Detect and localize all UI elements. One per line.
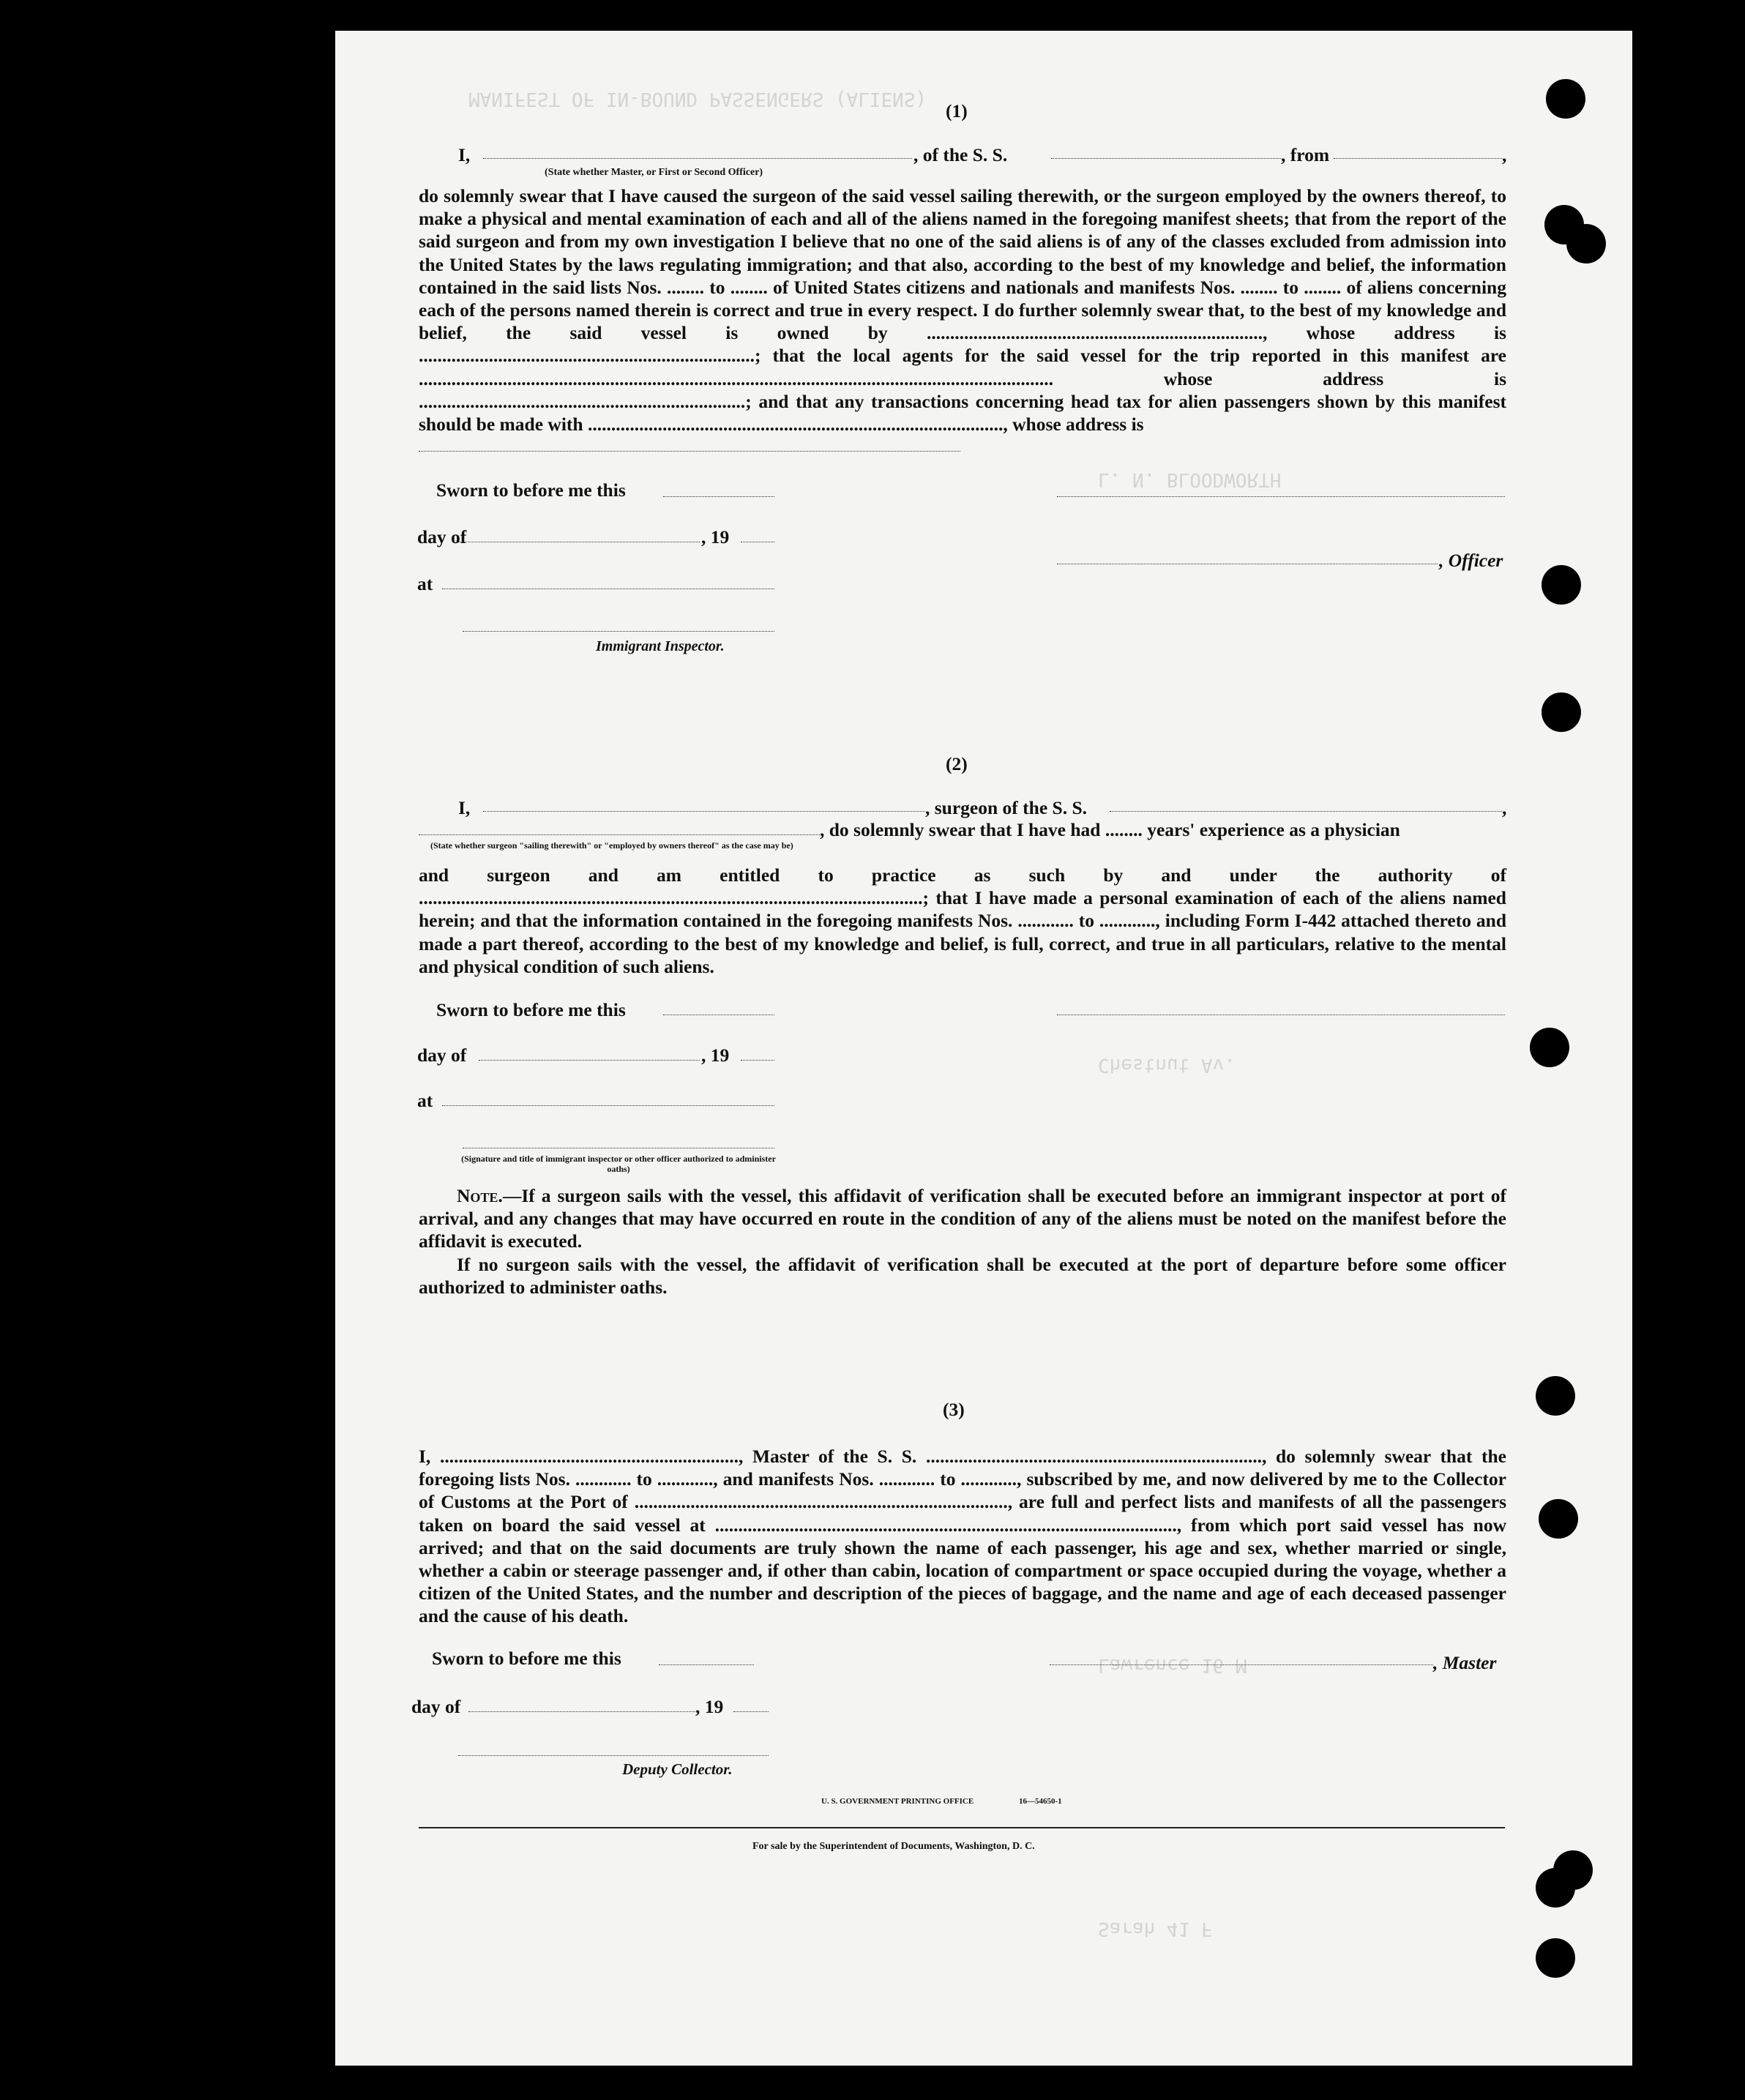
- punch-hole: [1530, 1028, 1569, 1067]
- section-2-ship-field[interactable]: [1110, 811, 1502, 812]
- bleed-through-text: Lawrence 16 M: [1098, 1654, 1247, 1676]
- section-1-sworn-day-field[interactable]: [663, 496, 774, 497]
- bleed-through-text: MANIFEST OF IN-BOUND PASSENGERS (ALIENS): [468, 88, 927, 110]
- sale-notice: For sale by the Superintendent of Documents, Washington, D. C.: [752, 1841, 1035, 1852]
- section-2-i-label: I,: [458, 797, 471, 818]
- section-2-sworn-label: Sworn to before me this: [436, 999, 626, 1020]
- section-1-ss-label: , of the S. S.: [913, 144, 1008, 165]
- section-2-ss-label: , surgeon of the S. S.: [925, 797, 1088, 818]
- section-1-day-of-label: day of: [417, 526, 467, 548]
- section-1-signature-field[interactable]: [1057, 496, 1505, 497]
- footer-divider: [419, 1827, 1505, 1828]
- section-2-year-field[interactable]: [741, 1060, 774, 1061]
- officer-name-field[interactable]: [483, 158, 912, 159]
- section-2-at-label: at: [417, 1090, 433, 1111]
- immigrant-inspector-label: Immigrant Inspector.: [596, 638, 725, 654]
- signature-title-note: (Signature and title of immigrant inspector or other officer authorized to administer oaths): [461, 1154, 776, 1174]
- section-3-year-field[interactable]: [733, 1711, 769, 1712]
- section-1-place-field[interactable]: [442, 588, 774, 589]
- punch-hole: [1566, 224, 1606, 264]
- bleed-through-text: L. N. BLOODWORTH: [1098, 468, 1282, 490]
- punch-hole: [1542, 692, 1581, 732]
- deputy-collector-label: Deputy Collector.: [622, 1760, 733, 1778]
- section-1-comma: ,: [1502, 144, 1507, 165]
- inspector-signature-field[interactable]: [463, 631, 774, 632]
- section-2-place-field[interactable]: [442, 1105, 774, 1106]
- section-3-sworn-label: Sworn to before me this: [432, 1648, 621, 1669]
- section-3-sworn-day-field[interactable]: [659, 1664, 754, 1665]
- punch-hole: [1536, 1868, 1575, 1907]
- section-1-year-label: , 19: [701, 526, 730, 548]
- section-3-month-field[interactable]: [468, 1711, 695, 1712]
- ship-name-field[interactable]: [1051, 158, 1281, 159]
- section-2-heading: (2): [946, 753, 968, 774]
- section-3-heading: (3): [943, 1399, 965, 1420]
- punch-hole: [1546, 79, 1585, 119]
- deputy-collector-signature-field[interactable]: [458, 1755, 769, 1756]
- punch-hole: [1536, 1938, 1575, 1978]
- surgeon-status-field[interactable]: [419, 834, 820, 835]
- section-3-year-label: , 19: [695, 1696, 724, 1717]
- punch-hole: [1536, 1376, 1575, 1416]
- section-1-sworn-label: Sworn to before me this: [436, 479, 626, 501]
- section-2-day-of-label: day of: [417, 1045, 467, 1066]
- note-label: Note.: [457, 1185, 503, 1206]
- printing-office-credit: U. S. GOVERNMENT PRINTING OFFICE: [821, 1797, 974, 1806]
- form-number: 16—54650-1: [1019, 1797, 1062, 1806]
- note-text: —If a surgeon sails with the vessel, this affidavit of verification shall be executed before an immigrant inspector at port of arrival, and any changes that may have occurred en route in the condition of any of the aliens must be noted on the manifest before the affidavit is executed.: [419, 1185, 1506, 1252]
- section-1-oath-text: do solemnly swear that I have caused the surgeon of the said vessel sailing therewith, or the surgeon employed by the owners thereof, to make a physical and mental examination of each and all of the aliens named in the foregoing manifest sheets; that from the report of the said surgeon and from my own investigation I believe that no one of the said aliens is of any of the classes excluded from admission into the United States by the laws regulating immigration; and that also, according to the best of my knowledge and belief, the information contained in the said lists Nos. ........ to ........ of United States citizens and nationals and manifests Nos. ........ to ........ of aliens concerning each of the persons named therein is correct and true in every respect. I do further solemnly swear that, to the best of my knowledge and belief, the said vessel is owned by ........................................................................, whose address is ........................................................................; that the local agents for the said vessel for the trip reported in this manifest are ........................................................................................................................................ whose address is ......................................................................; and that any transactions concerning head tax for alien passengers shown by this manifest should be made with ........................................................................................., whose address is: [419, 185, 1506, 436]
- section-1-at-label: at: [417, 573, 433, 594]
- section-1-heading: (1): [946, 100, 968, 122]
- section-2-comma: ,: [1502, 797, 1507, 818]
- surgeon-name-field[interactable]: [483, 811, 925, 812]
- punch-hole: [1542, 565, 1581, 605]
- section-1-from-label: , from: [1281, 144, 1330, 165]
- surgeon-note-paragraph: [419, 1184, 1506, 1252]
- officer-label: , Officer: [1439, 550, 1503, 571]
- punch-hole: [1539, 1499, 1578, 1539]
- section-2-sworn-day-field[interactable]: [663, 1014, 774, 1015]
- head-tax-address-field[interactable]: [419, 451, 960, 452]
- surgeon-status-note: (State whether surgeon "sailing therewith" or "employed by owners thereof" as the case may be): [430, 840, 793, 851]
- master-label: , Master: [1433, 1652, 1497, 1673]
- section-1-i-label: I,: [458, 144, 471, 165]
- from-port-field[interactable]: [1334, 158, 1502, 159]
- section-2-month-field[interactable]: [479, 1060, 700, 1061]
- section-3-oath-text: I, ................................................................, Master of the S. S. ........................................................................, do solemnly swear that the foregoing lists Nos. ............ to ............, and manifests Nos. ............ to ............, subscribed by me, and now delivered by me to the Collector of Customs at the Port of ................................................................................, are full and perfect lists and manifests of all the passengers taken on board the said vessel at ..................................................................................................., from which port said vessel has now arrived; and that on the said documents are truly shown the name of each passenger, his age and sex, whether married or single, whether a cabin or steerage passenger and, if other than cabin, location of compartment or space occupied during the voyage, whether a citizen of the United States, and the number and description of the pieces of baggage, and the name and age of each deceased passenger and the cause of his death.: [419, 1446, 1506, 1627]
- bleed-through-text: Chestnut Av.: [1098, 1054, 1236, 1076]
- section-2-oath-line: , do solemnly swear that I have had ........ years' experience as a physician: [820, 819, 1400, 840]
- no-surgeon-note: If no surgeon sails with the vessel, the affidavit of verification shall be executed at the port of departure before some officer authorized to administer oaths.: [419, 1254, 1506, 1299]
- officer-rank-note: (State whether Master, or First or Second Officer): [545, 167, 763, 178]
- master-signature-field[interactable]: [1050, 1664, 1433, 1665]
- bleed-through-text: Sarah 41 F: [1098, 1918, 1213, 1940]
- surgeon-signature-field[interactable]: [1057, 1014, 1505, 1015]
- section-3-day-of-label: day of: [411, 1696, 461, 1717]
- section-2-oath-text: and surgeon and am entitled to practice as such by and under the authority of ............................................................................................................; that I have made a personal examination of each of the aliens named herein; and that the information contained in the foregoing manifests Nos. ............ to ............, including Form I-442 attached thereto and made a part thereof, according to the best of my knowledge and belief, is full, correct, and true in all particulars, relative to the mental and physical condition of such aliens.: [419, 864, 1506, 977]
- section-2-year-label: , 19: [701, 1045, 730, 1066]
